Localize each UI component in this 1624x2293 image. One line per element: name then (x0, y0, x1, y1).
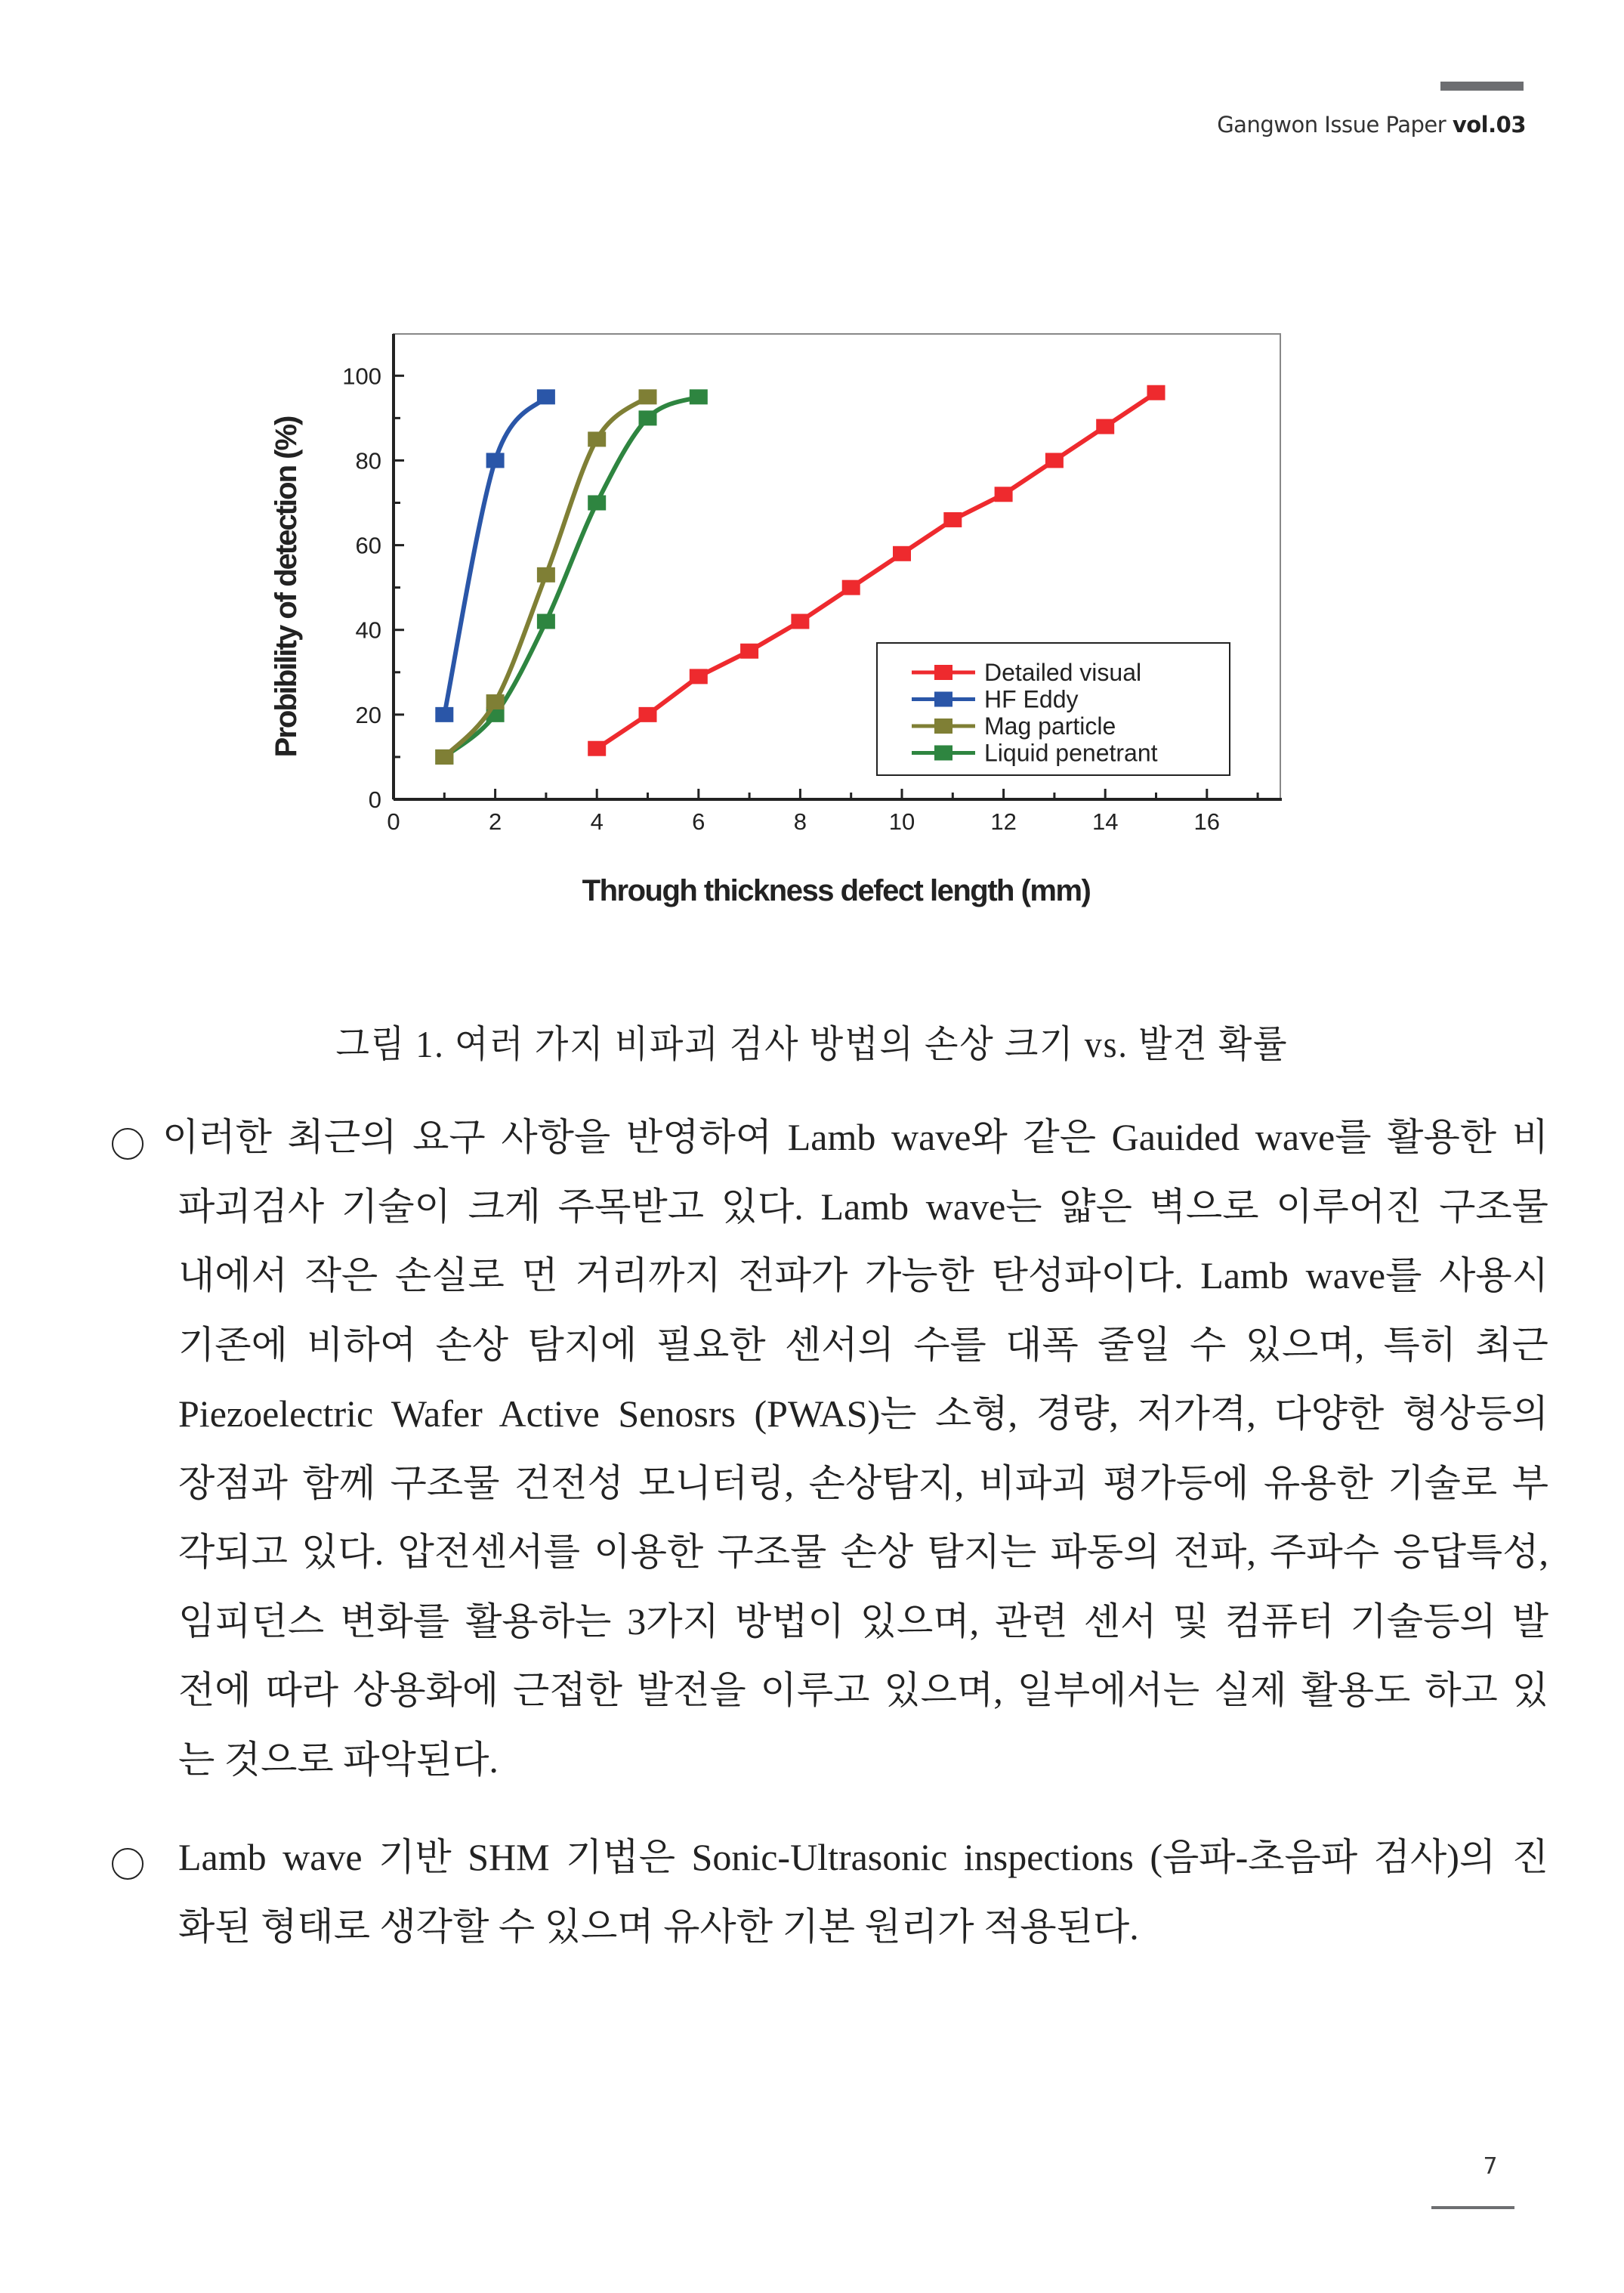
x-tick-label: 2 (488, 808, 502, 835)
data-point-detailed-visual (1045, 453, 1064, 468)
paragraph-line: 는 것으로 파악된다. (178, 1738, 499, 1781)
legend-label: Liquid penetrant (984, 739, 1158, 767)
pod-chart (0, 0, 1624, 952)
y-tick-label: 80 (355, 447, 381, 474)
data-point-mag-particle (588, 431, 606, 447)
data-point-mag-particle (537, 567, 555, 583)
legend-label: Mag particle (984, 712, 1116, 740)
y-tick-label: 40 (355, 617, 381, 644)
data-point-detailed-visual (893, 546, 911, 561)
series-liquid-penetrant (435, 389, 708, 765)
data-point-mag-particle (486, 694, 505, 709)
x-tick-label: 12 (990, 808, 1017, 835)
data-point-liquid-penetrant (690, 389, 708, 404)
series-line-hf-eddy (444, 397, 546, 715)
x-tick-label: 10 (888, 808, 915, 835)
y-tick-label: 20 (355, 701, 381, 728)
data-point-hf-eddy (486, 453, 505, 468)
legend-marker (934, 692, 952, 707)
data-point-liquid-penetrant (639, 410, 657, 425)
footer-decoration-bar (1431, 2206, 1514, 2209)
data-point-detailed-visual (639, 707, 657, 722)
circle-bullet-icon (112, 1128, 144, 1160)
legend-label: HF Eddy (984, 685, 1079, 713)
y-tick-label: 0 (368, 786, 381, 813)
publication-name: Gangwon Issue Paper (1217, 112, 1446, 138)
paragraph-line: 파괴검사 기술이 크게 주목받고 있다. Lamb wave는 얇은 벽으로 이루어진 구조물 (178, 1185, 1548, 1228)
data-point-hf-eddy (537, 389, 555, 404)
data-point-hf-eddy (435, 707, 453, 722)
data-point-detailed-visual (1147, 385, 1166, 400)
paragraph-line: 장점과 함께 구조물 건전성 모니터링, 손상탐지, 비파괴 평가등에 유용한 기술로 부 (178, 1461, 1548, 1504)
paragraph-line: 각되고 있다. 압전센서를 이용한 구조물 손상 탐지는 파동의 전파, 주파수 응답특성, (178, 1531, 1548, 1573)
x-tick-label: 14 (1091, 808, 1119, 835)
paragraph-line: 기존에 비하여 손상 탐지에 필요한 센서의 수를 대폭 줄일 수 있으며, 특히 최근 (178, 1323, 1548, 1366)
publication-volume: vol.03 (1452, 112, 1526, 138)
x-tick-label: 0 (387, 808, 400, 835)
x-tick-label: 4 (590, 808, 604, 835)
figure-caption: 그림 1. 여러 가지 비파괴 검사 방법의 손상 크기 vs. 발견 확률 (335, 1023, 1289, 1065)
paragraph-line: 내에서 작은 손실로 먼 거리까지 전파가 가능한 탄성파이다. Lamb wave를 사용시 (178, 1254, 1548, 1296)
data-point-detailed-visual (588, 741, 606, 756)
y-axis-label: Probibility of detection (%) (270, 416, 303, 758)
y-tick-label: 60 (355, 532, 381, 559)
paragraph-line: Piezoelectric Wafer Active Senosrs (PWAS)는 소형, 경량, 저가격, 다양한 형상등의 (178, 1392, 1548, 1435)
legend-marker (934, 718, 952, 734)
data-point-detailed-visual (842, 580, 860, 595)
paragraph-line: 이러한 최근의 요구 사항을 반영하여 Lamb wave와 같은 Gauided wave를 활용한 비 (162, 1116, 1548, 1158)
legend-marker (934, 665, 952, 680)
data-point-detailed-visual (943, 512, 962, 527)
data-point-detailed-visual (690, 669, 708, 684)
chart-legend (877, 643, 1230, 775)
x-tick-label: 8 (793, 808, 807, 835)
data-point-liquid-penetrant (588, 496, 606, 511)
data-point-detailed-visual (1096, 419, 1114, 434)
series-hf-eddy (435, 389, 555, 722)
data-point-mag-particle (435, 749, 453, 765)
paragraph-line: 화된 형태로 생각할 수 있으며 유사한 기본 원리가 적용된다. (178, 1905, 1139, 1948)
legend-marker (934, 746, 952, 761)
x-tick-label: 16 (1193, 808, 1221, 835)
data-point-detailed-visual (740, 644, 758, 659)
legend-label: Detailed visual (984, 659, 1142, 686)
circle-bullet-icon (112, 1848, 144, 1880)
paragraph-line: 임피던스 변화를 활용하는 3가지 방법이 있으며, 관련 센서 및 컴퓨터 기술등의 발 (178, 1599, 1548, 1642)
y-tick-label: 100 (342, 363, 381, 390)
x-tick-label: 6 (692, 808, 705, 835)
data-point-detailed-visual (791, 614, 809, 629)
page-number: 7 (1483, 2153, 1498, 2180)
data-point-liquid-penetrant (537, 614, 555, 629)
data-point-mag-particle (639, 389, 657, 404)
x-axis-label: Through thickness defect length (mm) (582, 874, 1091, 907)
paragraph-line: 전에 따라 상용화에 근접한 발전을 이루고 있으며, 일부에서는 실제 활용도 하고 있 (178, 1669, 1548, 1711)
paragraph-line: Lamb wave 기반 SHM 기법은 Sonic-Ultrasonic inspections (음파-초음파 검사)의 진 (178, 1836, 1549, 1878)
data-point-detailed-visual (995, 487, 1013, 502)
